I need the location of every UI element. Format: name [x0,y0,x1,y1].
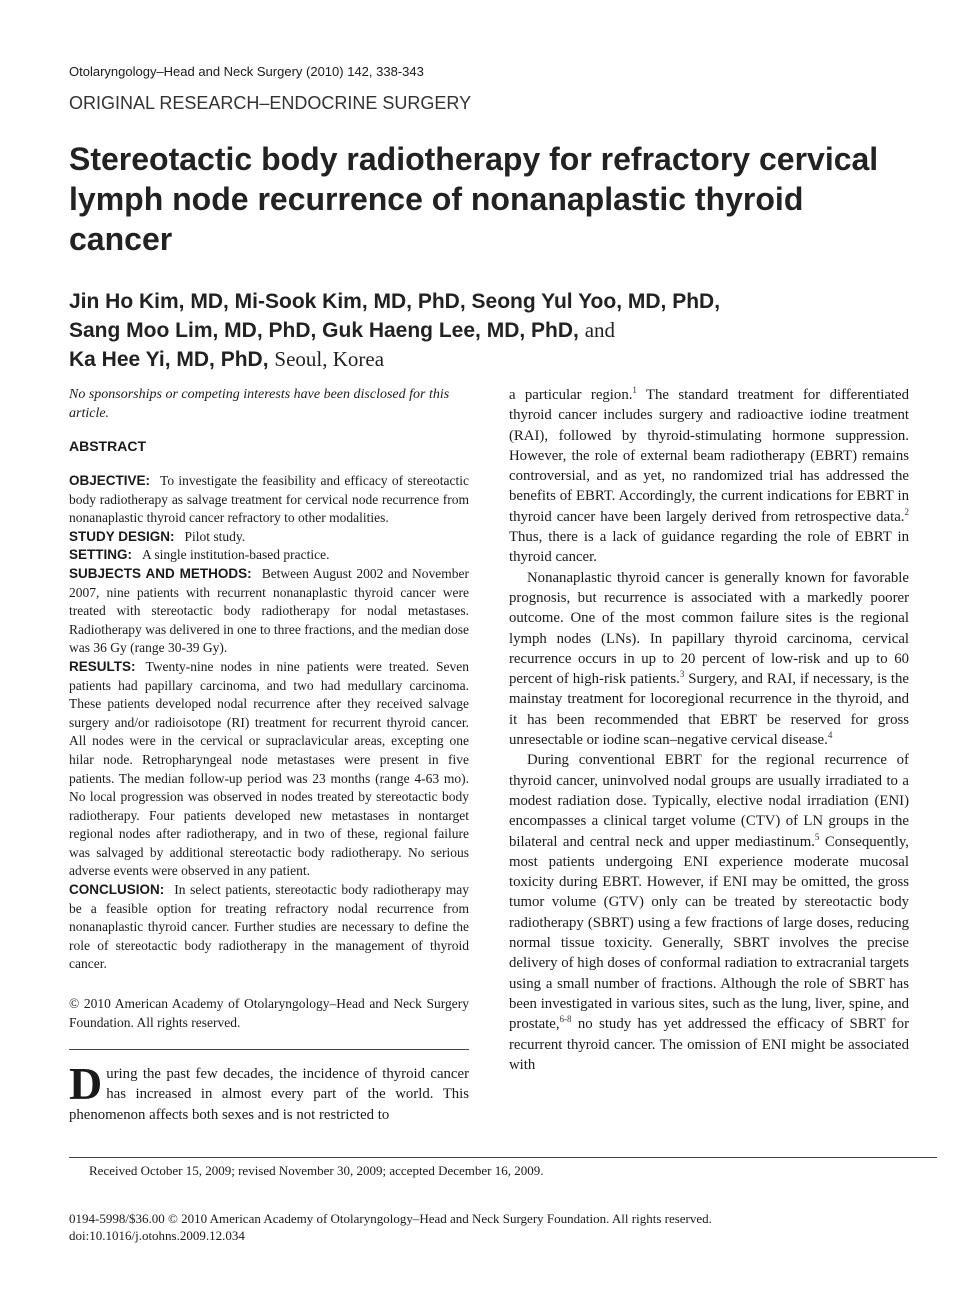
setting-text: A single institution-based practice. [142,547,330,563]
received-dates: Received October 15, 2009; revised November 30, 2009; accepted December 16, 2009. [89,1163,544,1178]
body-paragraph-1 [509,385,909,568]
intro-paragraph [69,1058,469,1125]
abstract-setting [69,546,469,565]
design-text: Pilot study. [184,528,246,544]
abstract-design [69,528,469,547]
p3-text-a: During conventional EBRT for the regional recurrence of thyroid cancer, uninvolved nodal groups are usually irradiated to a modest radiation dose. Typically, elective nodal irradiation (ENI) encompasses a clinical target volume (CTV) of LN groups in the bilateral and central neck and upper mediastinum. [509,752,909,850]
p1-text-c: Thus, there is a lack of guidance regarding the role of EBRT in thyroid cancer. [509,529,909,566]
conclusion-text: In select patients, stereotactic body radiotherapy may be a feasible option for treating refractory nodal recurrence from nonanaplastic thyroid cancer. Further studies are necessary to define the role of stereotactic body radiotherapy in the management of thyroid cancer. [69,882,469,972]
results-text: Twenty-nine nodes in nine patients were treated. Seven patients had papillary carcinoma, and two had medullary carcinoma. These patients developed nodal recurrence after they received salvage surgery and/or radioisotope (RI) treatment for recurrent thyroid cancer. All nodes were in the cervical or supraclavicular areas, excepting one hilar node. Retropharyngeal node metastases were present in five patients. The median follow-up period was 23 months (range 4-63 mo). No local progression was observed in nodes treated by stereotactic body radiotherapy. Four patients developed new metastases in nontarget regional nodes after radiotherapy, and in two of these, regional failure was salvaged by additional stereotactic body radiotherapy. No serious adverse events were observed in any patient. [69,658,469,879]
conclusion-label: CONCLUSION: [69,882,165,898]
authors-and: and [584,318,616,342]
article-title: Stereotactic body radiotherapy for refractory cervical lymph node recurrence of nonanaplastic thyroid cancer [69,141,879,257]
p1-text-a: a particular region. [509,387,633,403]
left-column [69,385,469,1125]
authors-line-1: Jin Ho Kim, MD, Mi-Sook Kim, MD, PhD, Seong Yul Yoo, MD, PhD, [69,290,721,313]
abstract-conclusion [69,881,469,974]
author-location: Seoul, Korea [274,347,385,371]
p1-text-b: The standard treatment for differentiated thyroid cancer includes surgery and radioactive iodine treatment (RAI), followed by thyroid-stimulating hormone suppression. However, the role of external beam radiotherapy (EBRT) remains controversial, and as yet, no randomized trial has addressed the benefits of EBRT. Accordingly, the current indications for EBRT in thyroid cancer have been largely derived from retrospective data. [509,387,909,525]
results-label: RESULTS: [69,658,136,674]
p3-text-c: no study has yet addressed the efficacy of SBRT for recurrent thyroid cancer. The omission of ENI might be associated with [509,1016,909,1073]
abstract-methods [69,565,469,658]
journal-citation: Otolaryngology–Head and Neck Surgery (2010) 142, 338-343 [69,64,424,79]
p2-text-a: Nonanaplastic thyroid cancer is generally known for favorable prognosis, but recurrence is associated with a markedly poorer outcome. One of the most common failure sites is the regional lymph nodes (LNs). In papillary thyroid carcinoma, cervical recurrence occurs in up to 20 percent of low-risk and up to 60 percent of high-risk patients. [509,569,909,688]
author-list [69,288,929,374]
doi: doi:10.1016/j.otohns.2009.12.034 [69,1228,245,1243]
disclosure-note: No sponsorships or competing interests have been disclosed for this article. [69,387,450,421]
intro-text: uring the past few decades, the incidence of thyroid cancer has increased in almost every part of the world. This phenomenon affects both sexes and is not restricted to [69,1066,469,1123]
abstract-objective [69,472,469,528]
citation-ref: 5 [814,831,820,842]
setting-label: SETTING: [69,547,132,563]
footer-divider [69,1157,937,1158]
authors-line-2: Sang Moo Lim, MD, PhD, Guk Haeng Lee, MD, PhD, [69,319,579,342]
authors-line-3: Ka Hee Yi, MD, PhD, [69,348,269,371]
methods-label: SUBJECTS AND METHODS: [69,565,252,581]
methods-text: Between August 2002 and November 2007, nine patients with recurrent nonanaplastic thyroid cancer were treated with stereotactic body radiotherapy for nodal metastases. Radiotherapy was delivered in one to three fractions, and the median dose was 36 Gy (range 30-39 Gy). [69,565,469,656]
citation-ref: 2 [904,506,909,517]
objective-text: To investigate the feasibility and efficacy of stereotactic body radiotherapy as salvage treatment for cervical node recurrence from nonanaplastic thyroid cancer refractory to other modalities. [69,473,469,526]
right-column [509,385,909,1075]
citation-ref: 4 [827,730,833,741]
design-label: STUDY DESIGN: [69,528,175,544]
citation-ref: 6-8 [559,1014,572,1025]
p3-text-b: Consequently, most patients undergoing ENI experience moderate mucosal toxicity during EBRT. However, if ENI may be omitted, the gross tumor volume (GTV) only can be treated by stereotactic body radiotherapy (SBRT) using a few fractions of large doses, reducing normal tissue toxicity. Generally, SBRT involves the precise delivery of high doses of conformal radiation to extracranial targets using a small number of fractions. Although the role of SBRT has been investigated in various sites, such as the lung, liver, spine, and prostate, [509,833,909,1033]
article-section: ORIGINAL RESEARCH–ENDOCRINE SURGERY [69,93,472,113]
copyright-notice: © 2010 American Academy of Otolaryngology–Head and Neck Surgery Foundation. All rights reserved. [69,996,469,1031]
abstract-results [69,658,469,881]
abstract-heading: ABSTRACT [69,438,146,454]
column-divider [69,1049,469,1050]
p2-text-b: Surgery, and RAI, if necessary, is the mainstay treatment for locoregional recurrence in the thyroid, and it has been recommended that EBRT be reserved for gross unresectable or iodine scan–negative cervical disease. [509,671,909,749]
body-paragraph-3 [509,750,909,1075]
citation-ref: 3 [679,669,685,680]
issn-copyright: 0194-5998/$36.00 © 2010 American Academy of Otolaryngology–Head and Neck Surgery Foundation. All rights reserved. [69,1211,712,1226]
citation-ref: 1 [632,385,637,396]
drop-cap: D [69,1058,103,1110]
body-paragraph-2 [509,568,909,751]
objective-label: OBJECTIVE: [69,473,151,488]
